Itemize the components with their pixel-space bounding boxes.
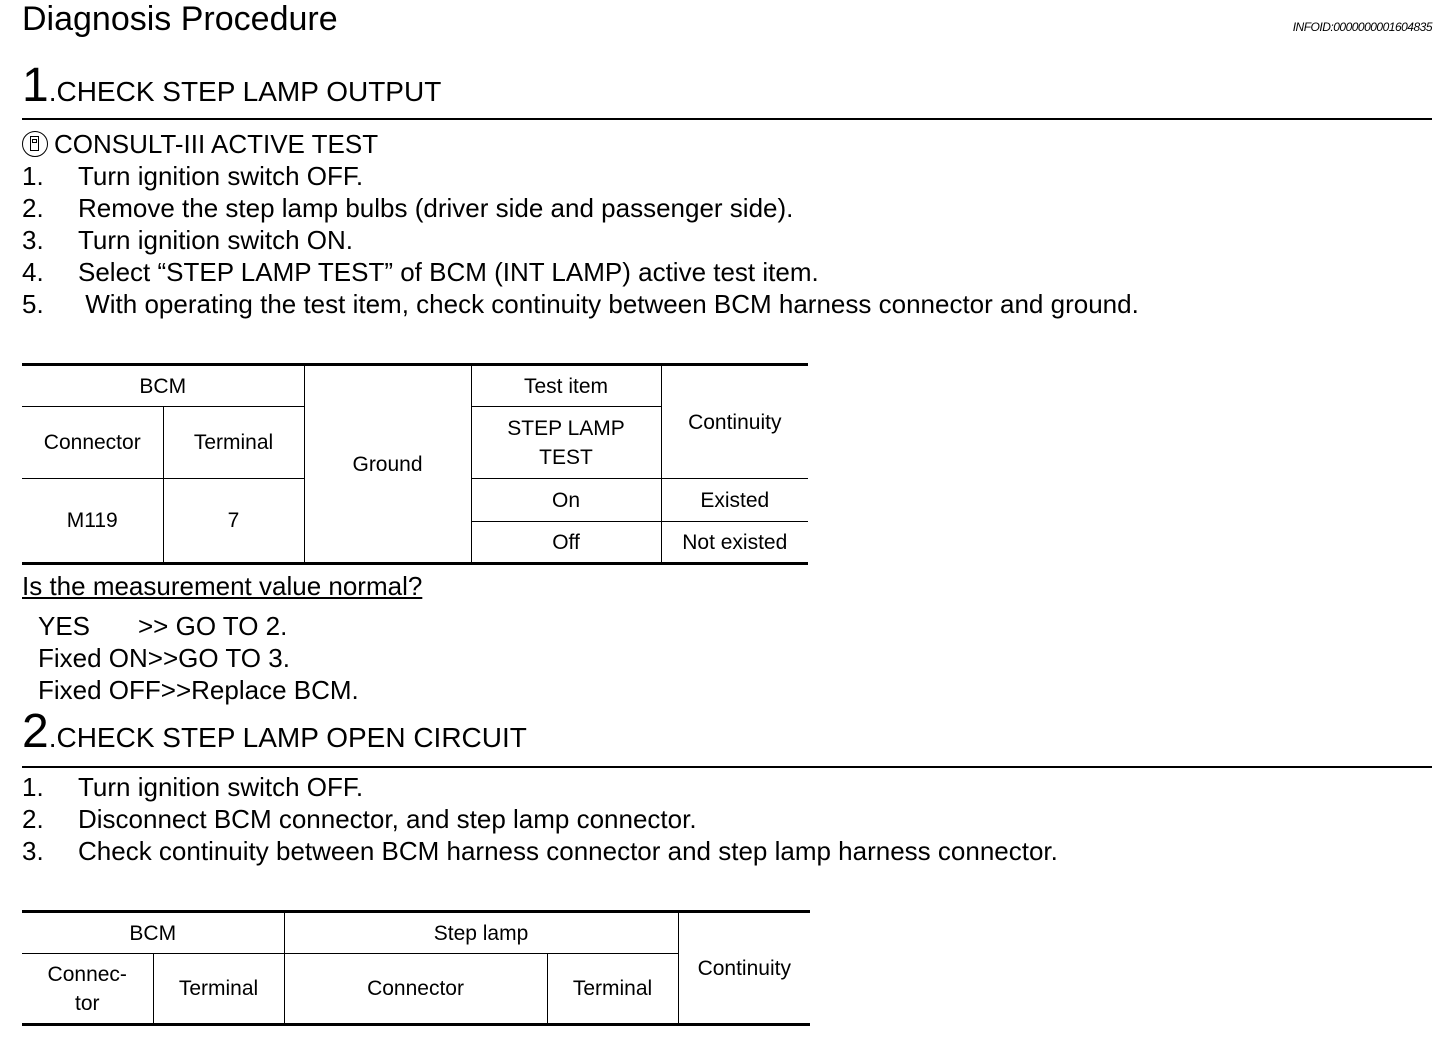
step-2-title: CHECK STEP LAMP OPEN CIRCUIT <box>56 722 527 753</box>
step-2-item: 1. Turn ignition switch OFF. <box>22 772 364 802</box>
test-item-header: Test item <box>471 365 661 407</box>
step-2-item: 2. Disconnect BCM connector, and step lamp connector. <box>22 804 697 834</box>
connector-value: M119 <box>22 479 163 564</box>
step-1-item: 4. Select “STEP LAMP TEST” of BCM (INT LAMP) active test item. <box>22 257 819 287</box>
step-2-number: 2 <box>22 705 49 758</box>
bcm-connector-header: Connec- tor <box>22 954 153 1025</box>
continuity-existed: Existed <box>661 479 808 522</box>
measurement-question: Is the measurement value normal? <box>22 571 423 601</box>
step-1-item: 3. Turn ignition switch ON. <box>22 225 354 255</box>
step-1-heading <box>22 59 442 112</box>
step-1-title: CHECK STEP LAMP OUTPUT <box>56 76 442 107</box>
step-2-item: 3. Check continuity between BCM harness connector and step lamp harness connector. <box>22 836 1058 866</box>
consult-tester-icon <box>22 131 48 157</box>
terminal-value: 7 <box>163 479 304 564</box>
step-2-divider <box>22 766 1432 768</box>
step-1-item: 5. With operating the test item, check continuity between BCM harness connector and ground. <box>22 289 1139 319</box>
bcm-terminal-header: Terminal <box>153 954 284 1025</box>
connector-header: Connector <box>22 407 163 479</box>
consult-label: CONSULT-III ACTIVE TEST <box>54 129 379 159</box>
terminal-header: Terminal <box>163 407 304 479</box>
step-2-heading <box>22 705 527 758</box>
test-on: On <box>471 479 661 522</box>
info-id: INFOID:0000000001604835 <box>1292 20 1432 34</box>
continuity-not-existed: Not existed <box>661 522 808 564</box>
step-2-dot: . <box>48 722 57 753</box>
page-title: Diagnosis Procedure <box>22 0 338 38</box>
step-1-number: 1 <box>22 59 49 112</box>
step-lamp-terminal-header: Terminal <box>547 954 678 1025</box>
answer-fixed-off: Fixed OFF>>Replace BCM. <box>38 675 359 705</box>
step-lamp-connector-header: Connector <box>284 954 547 1025</box>
answer-fixed-on: Fixed ON>>GO TO 3. <box>38 643 290 673</box>
continuity-header: Continuity <box>661 365 808 479</box>
answer-yes: YES >> GO TO 2. <box>38 611 288 641</box>
consult-line <box>22 129 378 159</box>
step-1-dot: . <box>48 76 57 107</box>
ground-cell: Ground <box>304 365 471 564</box>
step-1-divider <box>22 118 1432 120</box>
step-1-item: 2. Remove the step lamp bulbs (driver side and passenger side). <box>22 193 794 223</box>
continuity-header: Continuity <box>678 912 810 1025</box>
step-lamp-header: Step lamp <box>284 912 678 954</box>
step-lamp-test-header: STEP LAMP TEST <box>471 407 661 479</box>
step-1-continuity-table <box>22 363 808 565</box>
bcm-header: BCM <box>22 912 284 954</box>
test-off: Off <box>471 522 661 564</box>
step-2-continuity-table <box>22 910 810 1026</box>
step-1-item: 1. Turn ignition switch OFF. <box>22 161 364 191</box>
bcm-header: BCM <box>22 365 304 407</box>
